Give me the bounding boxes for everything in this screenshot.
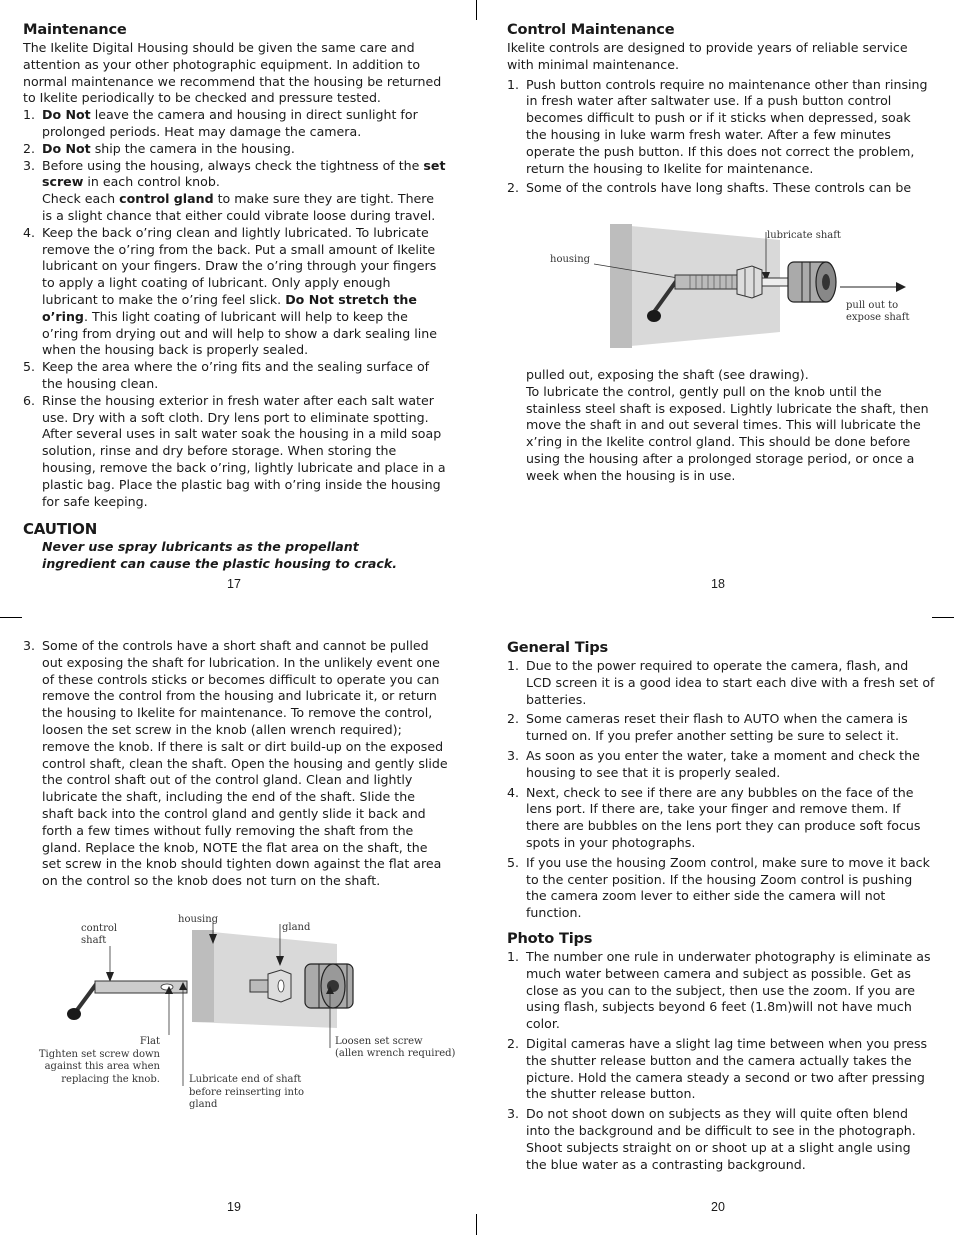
list-item: 3. Some of the controls have a short shaft and cannot be pulled out exposing the shaft for lubrication. In the unlikely event one of these controls sticks or becomes difficult to operate you can remove the control from the housing and lubricate it, or return the housing to Ikelite for maintenance. To remove the control, loosen the set screw in the knob (allen wrench required); remove the knob. If there is salt or dirt build-up on the exposed control shaft, clean the shaft. Open the housing and gently slide the control shaft out of the control gland. Clean and lightly lubricate the shaft, including the end of the shaft. Slide the shaft back into the control gland and gently slide it back and forth a few times without fully removing the shaft from the gland. Replace the knob, NOTE the flat area on the shaft, the set screw in the knob should tighten down against the flat area on the control so the knob does not turn on the shaft.	[23, 638, 448, 889]
loosen-label-2: (allen wrench required)	[335, 1048, 455, 1059]
page-number-18: 18	[711, 577, 725, 591]
general-tips-list	[507, 658, 935, 922]
page-20	[507, 639, 935, 1176]
list-item: 2. Some of the controls have long shafts. These controls can be	[507, 180, 912, 196]
flat-area	[161, 984, 173, 990]
page-19	[23, 638, 448, 890]
page-18	[507, 21, 935, 200]
crop-mark-bottom	[476, 1214, 477, 1235]
exposed-shaft	[762, 278, 788, 286]
flat-label: Flat	[139, 1036, 160, 1047]
caution-text: Never use spray lubricants as the propellant ingredient can cause the plastic housing to crack.	[42, 539, 397, 572]
list-item: 5. Keep the area where the o’ring fits and the sealing surface of the housing clean.	[23, 359, 430, 391]
page-number-17: 17	[227, 577, 241, 591]
list-item: 1. The number one rule in underwater photography is eliminate as much water between camera and subject as possible. Get as close as you can to the subject, then use the zoom. If you are using flash, subjects beyond 6 feet (1.8m)will not have much color.	[507, 948, 931, 1032]
maintenance-intro: The Ikelite Digital Housing should be given the same care and attention as your other photographic equipment. In addition to normal maintenance we recommend that the housing be returned to Ikelite periodically to be checked and pressure tested.	[23, 40, 442, 106]
control-shaft-label-1: control	[81, 923, 118, 934]
housing-label: housing	[550, 254, 591, 265]
tighten-label-3: replacing the knob.	[61, 1074, 160, 1085]
lever-knob	[647, 310, 661, 322]
short-shaft-diagram	[35, 908, 455, 1113]
page-17	[23, 21, 448, 573]
list-item: 3. As soon as you enter the water, take a moment and check the housing to see that it is properly sealed.	[507, 747, 920, 780]
lubricate-label-2: before reinserting into	[189, 1087, 304, 1098]
list-item: 6. Rinse the housing exterior in fresh water after each salt water use. Dry with a soft cloth. Dry lens port to eliminate spotting. After several uses in salt water soak the housing in a mild soap solution, rinse and dry before storage. When storing the housing, remove the back o’ring, lightly lubricate and place in a plastic bag. Place the plastic bag with o’ring inside the housing for safe keeping.	[23, 392, 446, 509]
photo-tips-list	[507, 949, 935, 1173]
list-item: 4. Keep the back o’ring clean and lightly lubricated. To lubricate remove the o’ring from the back. Put a small amount of Ikelite lubricant on your fingers. Draw the o’ring through your fingers to apply a light coating of lubricant. Only apply enough lubricant to make the o’ring feel slick. Do Not stretch the o’ring. This light coating of lubricant will help to keep the o’ring from drying out and will help to show a dark sealing line when the housing back is properly sealed.	[23, 224, 437, 358]
list-item: 2. Some cameras reset their flash to AUTO when the camera is turned on. If you prefer another setting be sure to select it.	[507, 711, 908, 744]
pull-arrowhead	[896, 282, 906, 292]
crop-mark-right	[932, 617, 954, 618]
loosen-label-1: Loosen set screw	[335, 1036, 423, 1047]
crop-mark-top	[476, 0, 477, 20]
maintenance-heading: Maintenance	[23, 21, 127, 38]
list-item: 4. Next, check to see if there are any bubbles on the face of the lens port. If there are, take your finger and remove them. If there are bubbles on the lens port they can produce soft focus spots in your photographs.	[507, 784, 921, 850]
list-item: 5. If you use the housing Zoom control, make sure to move it back to the center position. If the housing Zoom control is pushing the camera zoom lever to either side the camera will not function.	[507, 854, 930, 921]
housing-wall-edge	[610, 224, 632, 348]
lubricate-label-3: gland	[189, 1099, 218, 1110]
page-number-19: 19	[227, 1200, 241, 1214]
page-number-20: 20	[711, 1200, 725, 1214]
control-maintenance-heading: Control Maintenance	[507, 21, 675, 38]
lever-knob	[67, 1008, 81, 1020]
list-item: 1. Do Not leave the camera and housing in direct sunlight for prolonged periods. Heat may damage the camera.	[23, 107, 418, 139]
pull-out-label-2: expose shaft	[846, 312, 910, 323]
threaded-part	[250, 980, 268, 992]
short-shaft-list	[23, 638, 448, 890]
photo-tips-heading: Photo Tips	[507, 929, 593, 947]
list-item: 1. Push button controls require no maintenance other than rinsing in fresh water after saltwater use. If a push button control becomes difficult to push or if it sticks when depressed, soak the housing in luke warm fresh water. After a few minutes operate the push button. If this does not correct the problem, return the housing to Ikelite for maintenance.	[507, 76, 928, 176]
caution-heading: CAUTION	[23, 520, 98, 539]
long-shaft-diagram	[540, 220, 930, 355]
control-maintenance-intro: Ikelite controls are designed to provide years of reliable service with minimal maintenance.	[507, 40, 908, 72]
list-item: 1. Due to the power required to operate the camera, flash, and LCD screen it is a good idea to start each dive with a fresh set of batteries.	[507, 658, 935, 707]
housing-wall-edge	[192, 930, 214, 1022]
list-item: 3. Before using the housing, always check the tightness of the set screw in each control knob. Check each control gland to make sure they are tight. There is a slight chance that either could vibrate loose during travel.	[23, 157, 446, 223]
housing-label: housing	[178, 914, 219, 925]
lever-arm	[75, 983, 97, 1013]
control-shaft-label-2: shaft	[81, 935, 107, 946]
list-item: 2. Digital cameras have a slight lag time between when you press the shutter release button and the camera actually takes the picture. Hold the camera steady a second or two after pressing the shutter release button.	[507, 1035, 928, 1102]
maintenance-list	[23, 107, 448, 510]
threaded-part	[675, 275, 737, 289]
tighten-label-1: Tighten set screw down	[38, 1049, 160, 1060]
list-item: 2. Do Not ship the camera in the housing.	[23, 140, 295, 156]
control-maintenance-list	[507, 77, 935, 198]
page-18-continuation	[526, 367, 935, 485]
lubrication-instructions: To lubricate the control, gently pull on the knob until the stainless steel shaft is exposed. Lightly lubricate the shaft, then move the shaft in and out several times. This will lubricate the x’ring in the Ikelite control gland. This should be done before using the housing after a prolonged storage period, or once a week when the housing is in use.	[526, 383, 929, 483]
gland-nut	[737, 266, 762, 298]
pull-out-label-1: pull out to	[846, 300, 899, 311]
gland-label: gland	[282, 922, 311, 933]
continuation-line: pulled out, exposing the shaft (see drawing).	[526, 367, 809, 382]
crop-mark-left	[0, 617, 22, 618]
list-item: 3. Do not shoot down on subjects as they will quite often blend into the background and be difficult to see in the photograph. Shoot subjects straight on or shoot up at a slight angle using the blue water as a contrasting background.	[507, 1106, 916, 1172]
lubricate-label-1: Lubricate end of shaft	[189, 1074, 302, 1085]
tighten-label-2: against this area when	[44, 1061, 160, 1072]
general-tips-heading: General Tips	[507, 639, 608, 656]
lubricate-shaft-label: lubricate shaft	[767, 230, 841, 241]
